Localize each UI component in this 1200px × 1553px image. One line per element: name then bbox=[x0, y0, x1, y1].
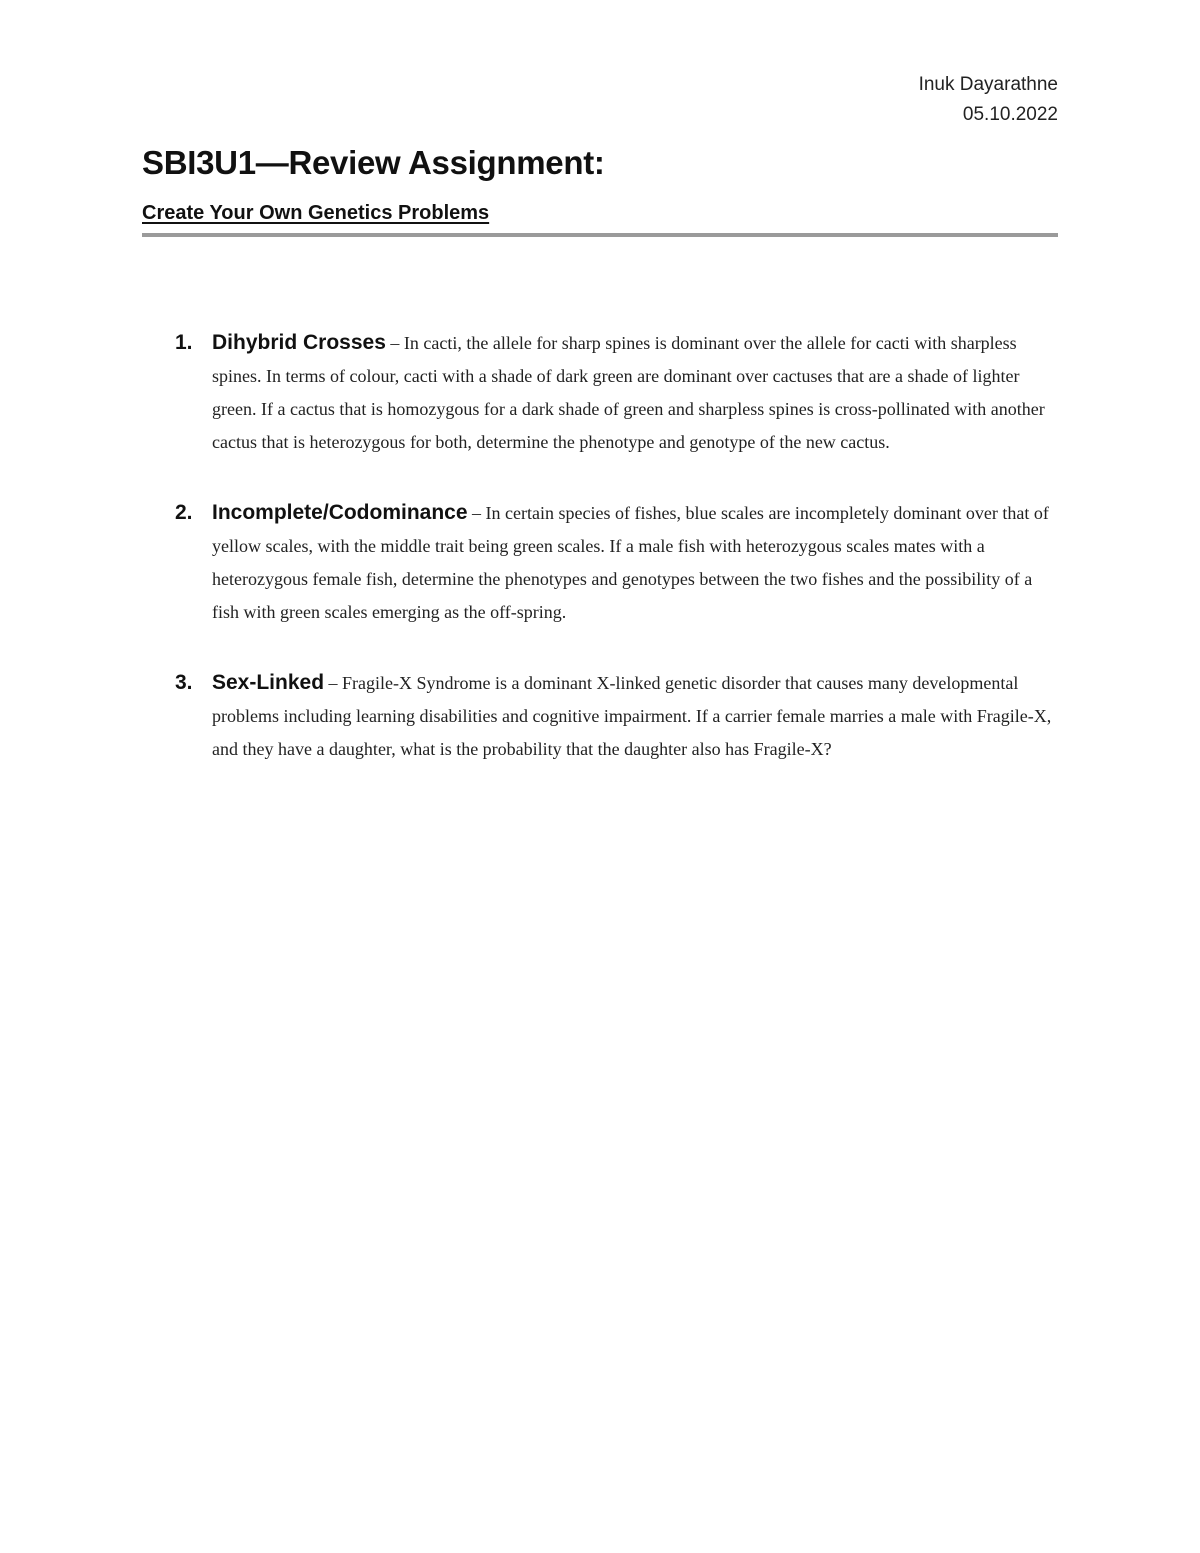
question-number: 3. bbox=[175, 671, 193, 694]
question-number: 2. bbox=[175, 501, 193, 524]
question-list bbox=[142, 326, 1058, 803]
page-subtitle: Create Your Own Genetics Problems bbox=[142, 202, 490, 224]
question-dash: – bbox=[472, 503, 486, 523]
question-body: Fragile-X Syndrome is a dominant X-linked genetic disorder that causes many developmental problems including learning disabilities and cognitive impairment. If a carrier female marries a male with Fragile-X, and they have a daughter, what is the probability that the daughter also has Fragile-X? bbox=[212, 673, 1052, 759]
header-divider bbox=[142, 233, 1058, 237]
question-item-1 bbox=[142, 326, 1058, 459]
question-heading: Incomplete/Codominance bbox=[212, 501, 468, 524]
question-heading: Dihybrid Crosses bbox=[212, 331, 386, 354]
question-heading: Sex-Linked bbox=[212, 671, 325, 694]
page-title: SBI3U1—Review Assignment: bbox=[142, 144, 605, 181]
header-meta bbox=[919, 70, 1058, 130]
question-body: In certain species of fishes, blue scales are incompletely dominant over that of yellow scales, with the middle trait being green scales. If a male fish with heterozygous scales mates with a heterozygous female fish, determine the phenotypes and genotypes between the two fishes and the possibility of a fish with green scales emerging as the off-spring. bbox=[212, 503, 1049, 622]
question-item-2 bbox=[142, 496, 1058, 629]
question-number: 1. bbox=[175, 331, 193, 354]
question-body: In cacti, the allele for sharp spines is dominant over the allele for cacti with sharpless spines. In terms of colour, cacti with a shade of dark green are dominant over cactuses that are a shade of lighter green. If a cactus that is homozygous for a dark shade of green and sharpless spines is cross-pollinated with another cactus that is heterozygous for both, determine the phenotype and genotype of the new cactus. bbox=[212, 333, 1045, 452]
question-item-3 bbox=[142, 666, 1058, 766]
question-dash: – bbox=[390, 333, 404, 353]
document-date: 05.10.2022 bbox=[962, 104, 1058, 125]
question-dash: – bbox=[328, 673, 343, 693]
author-name: Inuk Dayarathne bbox=[918, 74, 1058, 95]
